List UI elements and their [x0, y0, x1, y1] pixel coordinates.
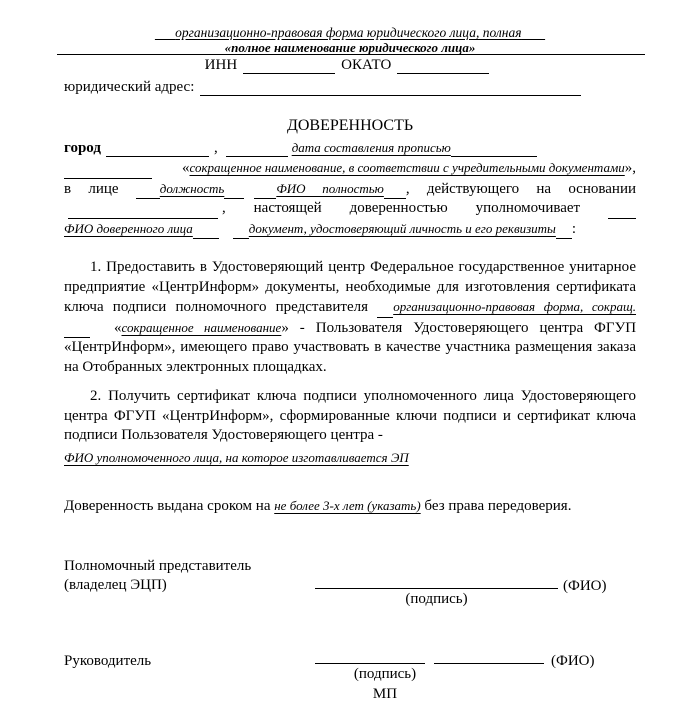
- preamble-position-placeholder: должность: [159, 180, 225, 196]
- preamble-quote-open: «: [182, 160, 190, 176]
- inn-label: ИНН: [204, 57, 238, 73]
- term-paragraph: [64, 496, 636, 517]
- item-1-number: 1.: [90, 259, 102, 275]
- preamble-short-name-placeholder: сокращенное наименование, в соответствии с учредительными документами: [189, 160, 625, 175]
- city-date-row: [64, 140, 537, 157]
- city-label: город: [64, 140, 101, 156]
- page-title: ДОВЕРЕННОСТЬ: [286, 117, 414, 134]
- director-signature-caption: (подпись): [353, 666, 417, 682]
- preamble-basis-blank[interactable]: [68, 205, 218, 219]
- preamble-id-document-placeholder: документ, удостоверяющий личность и его реквизиты: [248, 220, 556, 236]
- preamble-hereby-authorizes: , настоящей доверенностью уполномочивает: [222, 200, 581, 216]
- representative-label-block: [64, 557, 251, 595]
- preamble-paragraph: [64, 158, 636, 239]
- preamble-leading-blank[interactable]: [64, 165, 152, 179]
- preamble-fio-full-placeholder: ФИО полностью: [276, 180, 384, 196]
- item-1-short-name-placeholder: сокращенное наименование: [121, 319, 282, 335]
- term-text-before: Доверенность выдана сроком на: [64, 498, 271, 514]
- date-trailing-blank[interactable]: [451, 143, 537, 157]
- header-org-form-text: организационно-правовая форма юридического лица, полная: [175, 25, 522, 40]
- term-placeholder: не более 3-х лет (указать): [274, 498, 421, 513]
- header-inn-okato-row: [52, 57, 648, 74]
- preamble-colon: :: [571, 220, 577, 237]
- term-text-after: без права передоверия.: [424, 498, 572, 514]
- representative-signature-line[interactable]: [315, 588, 558, 589]
- item-1-org-form-short-placeholder: организационно-правовая форма, сокращ.: [393, 299, 637, 314]
- representative-fio-caption: (ФИО): [563, 578, 607, 594]
- date-placeholder: дата составления прописью: [291, 140, 451, 155]
- item-1-dash: -: [299, 319, 305, 336]
- item-2-paragraph: [64, 387, 636, 468]
- header-legal-address-row: [64, 79, 581, 96]
- item-2-text: Получить сертификат ключа подписи уполномоченного лица Удостоверяющего центра ФГУП «ЦентрИнформ», сформированные ключи подписи и сертификат ключа подписи Пользователя Удостоверяющего центра -: [64, 388, 636, 443]
- representative-signature-caption: (подпись): [405, 591, 468, 607]
- header-org-form-placeholder: [52, 25, 648, 41]
- preamble-trustee-fio-placeholder: ФИО доверенного лица: [64, 220, 193, 236]
- city-date-comma: ,: [213, 140, 218, 156]
- inn-field-blank[interactable]: [243, 60, 335, 74]
- item-1-quote-close: »: [281, 319, 289, 336]
- okato-field-blank[interactable]: [397, 60, 489, 74]
- preamble-acting-on: , действующего на основании: [405, 180, 636, 197]
- stamp-place-label: МП: [372, 686, 398, 702]
- okato-label: ОКАТО: [341, 57, 392, 73]
- director-fio-line[interactable]: [434, 663, 544, 664]
- header-org-name-placeholder: «полное наименование юридического лица»: [224, 40, 476, 55]
- legal-address-label: юридический адрес:: [64, 79, 195, 95]
- item-2-authorized-person-placeholder: ФИО уполномоченного лица, на которое изготавливается ЭП: [64, 449, 409, 465]
- representative-label-line-1: Полномочный представитель: [64, 558, 252, 574]
- item-1-text-part-1: Предоставить в Удостоверяющий центр Федеральное государственное унитарное предприятие «ЦентрИнформ» документы, необходимые для изготовления сертификата ключа подписи полномочного представителя: [64, 259, 636, 315]
- item-2-number: 2.: [90, 388, 102, 404]
- preamble-in-person-of: , в лице: [64, 160, 636, 197]
- representative-label-line-2: (владелец ЭЦП): [64, 577, 167, 593]
- item-1-quote-open: «: [114, 319, 122, 336]
- director-label: Руководитель: [64, 653, 152, 669]
- header-divider-rule: [57, 54, 645, 55]
- director-signature-line[interactable]: [315, 663, 425, 664]
- item-1-text-part-2: Пользователя Удостоверяющего центра ФГУП «ЦентрИнформ», имеющего право участвовать в качестве участника размещения заказа на Отобранных электронных площадках.: [64, 319, 637, 375]
- city-field-blank[interactable]: [106, 143, 209, 157]
- item-1-paragraph: [64, 258, 636, 377]
- preamble-quote-close: »: [624, 160, 633, 176]
- legal-address-field-blank[interactable]: [200, 82, 581, 96]
- director-fio-caption: (ФИО): [551, 653, 595, 669]
- date-leading-blank[interactable]: [226, 143, 288, 157]
